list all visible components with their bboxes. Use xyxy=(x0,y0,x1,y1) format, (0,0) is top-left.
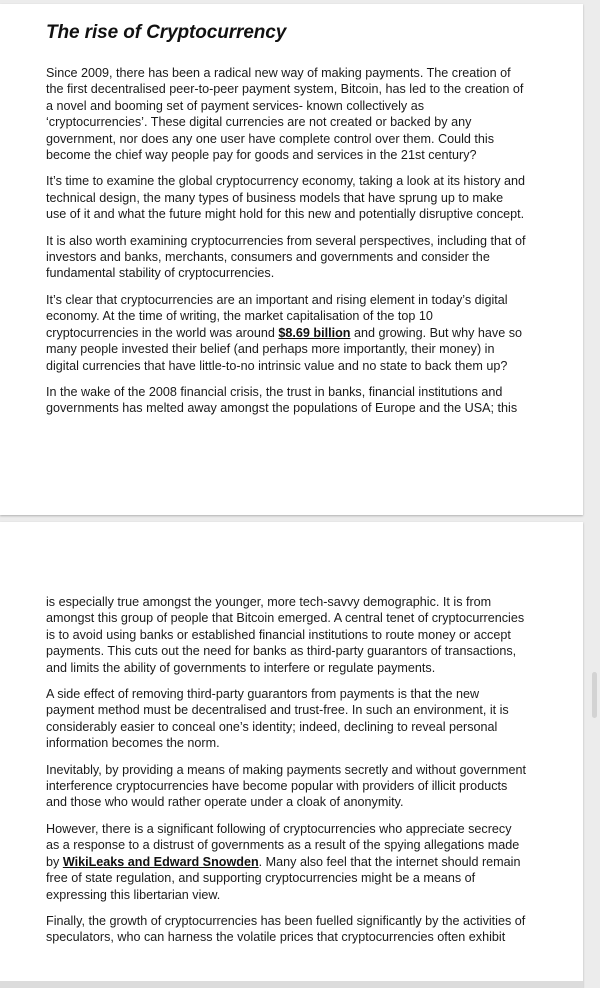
vertical-scrollbar[interactable] xyxy=(583,0,600,988)
wikileaks-snowden-link[interactable]: WikiLeaks and Edward Snowden xyxy=(62,854,259,869)
market-cap-text-end: and growing. But why have so many people invested their belief (and perhaps more importantly, their money) in digital currencies that have little-to-no intrinsic value and no state to back them up? xyxy=(46,325,523,373)
market-cap-text-start: It’s clear that cryptocurrencies are an important and rising element in today’s digital economy. At the time of writing, the market capitalisation of the top 10 cryptocurrencies in the world was around xyxy=(46,292,508,340)
paragraph-side-effect: A side effect of removing third-party guarantors from payments is that the new payment method must be decentralised and trust-free. In such an environment, it is considerably easier to conceal one’s identity; indeed, declining to reveal personal information becomes the norm. xyxy=(46,687,509,751)
document-title: The rise of Cryptocurrency xyxy=(46,22,287,43)
secrecy-text-start: However, there is a significant following of cryptocurrencies who appreciate secrecy as a response to a distrust of governments as a result of the spying allegations made by xyxy=(46,821,520,869)
paragraph-illicit: Inevitably, by providing a means of making payments secretly and without government interference cryptocurrencies have become popular with providers of illicit products and those who would rather operate under a cloak of anonymity. xyxy=(46,762,526,810)
page-1-content xyxy=(46,22,526,427)
paragraph-perspectives: It is also worth examining cryptocurrencies from several perspectives, including that of investors and banks, merchants, consumers and governments and consider the fundamental stability of cryptocurrencies. xyxy=(46,233,526,281)
document-page-1 xyxy=(0,4,583,515)
paragraph-intro: Since 2009, there has been a radical new way of making payments. The creation of the first decentralised peer-to-peer payment system, Bitcoin, has led to the creation of a novel and booming set of payment services- known collectively as ‘cryptocurrencies’. These digital currencies are not created or backed by any government, nor does any one user have complete control over them. Could this become the chief way people pay for goods and services in the 21st century? xyxy=(46,66,524,163)
document-page-2 xyxy=(0,522,583,988)
market-cap-link[interactable]: $8.69 billion xyxy=(278,325,351,340)
paragraph-demographic: is especially true amongst the younger, more tech-savvy demographic. It is from amongst this group of people that Bitcoin emerged. A central tenet of cryptocurrencies is to avoid using banks or established financial institutions to route money or accept payments. This cuts out the need for banks as third-party guarantors of transactions, and limits the ability of governments to interfere or regulate payments. xyxy=(46,595,525,675)
paragraph-examine: It’s time to examine the global cryptocurrency economy, taking a look at its history and technical design, the many types of business models that have sprung up to make use of it and what the future might hold for this new and potentially disruptive concept. xyxy=(46,174,526,222)
page-2-content xyxy=(46,594,526,956)
horizontal-scrollbar[interactable] xyxy=(0,981,583,988)
paragraph-financial-crisis: In the wake of the 2008 financial crisis, the trust in banks, financial institutions and governments has melted away amongst the populations of Europe and the USA; this xyxy=(46,384,518,416)
secrecy-text-end: . Many also feel that the internet should remain free of state regulation, and supporting cryptocurrencies might be a means of expressing this libertarian view. xyxy=(46,854,521,902)
scrollbar-thumb[interactable] xyxy=(592,672,597,718)
paragraph-speculators: Finally, the growth of cryptocurrencies has been fuelled significantly by the activities of speculators, who can harness the volatile prices that cryptocurrencies often exhibit xyxy=(46,913,526,945)
paragraph-market-cap xyxy=(46,292,526,374)
paragraph-secrecy xyxy=(46,821,526,903)
